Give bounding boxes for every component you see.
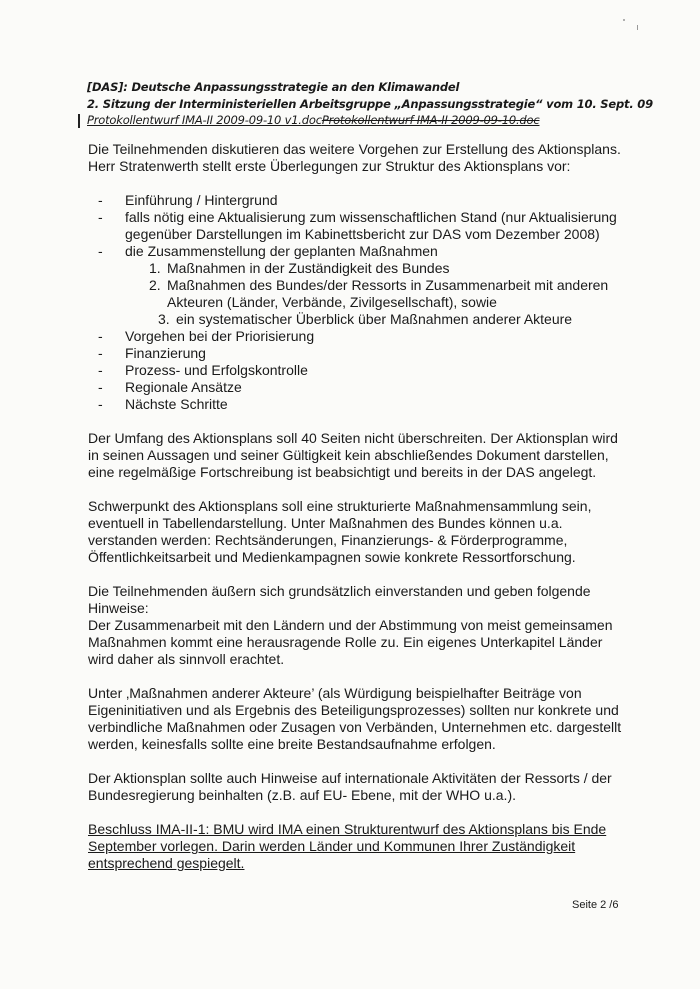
list-item: 1. Maßnahmen in der Zuständigkeit des Bundes xyxy=(149,260,450,276)
page-number: Seite 2 /6 xyxy=(572,899,619,911)
list-item: - Prozess- und Erfolgskontrolle xyxy=(88,362,628,379)
other-actors-paragraph: Unter ‚Maßnahmen anderer Akteure’ (als Würdigung beispielhafter Beiträge von Eigeninitiativen und als Ergebnis des Beteiligungsprozesses) sollten nur konkrete und verbindliche Maßnahmen oder Zusagen von Verbänden, Unternehmen etc. dargestellt werden, keinesfalls sollte eine breite Bestandsaufnahme erfolgen. xyxy=(88,685,622,752)
structure-list-continued xyxy=(88,328,628,413)
list-item: - Nächste Schritte xyxy=(88,396,628,413)
scan-speck xyxy=(623,19,625,21)
document-title: [DAS]: Deutsche Anpassungsstrategie an den Klimawandel xyxy=(87,80,460,94)
scope-paragraph: Der Umfang des Aktionsplans soll 40 Seiten nicht überschreiten. Der Aktionsplan wird in seinen Aussagen und seiner Gültigkeit kein abschließendes Dokument darstellen, eine regelmäßige Fortschreibung ist beabsichtigt und bereits in der DAS angelegt. xyxy=(88,430,618,480)
list-item: - falls nötig eine Aktualisierung zum wissenschaftlichen Stand (nur Aktualisierung gegenüber Darstellungen im Kabinettsbericht zur DAS vom Dezember 2008) xyxy=(88,209,628,243)
meeting-subtitle: 2. Sitzung der Interministeriellen Arbeitsgruppe „Anpassungsstrategie“ vom 10. Sept. 09 xyxy=(87,97,653,111)
focus-paragraph: Schwerpunkt des Aktionsplans soll eine strukturierte Maßnahmensammlung sein, eventuell in Tabellendarstellung. Unter Maßnahmen des Bundes können u.a. verstanden werden: Rechtsänderungen, Finanzierungs- & Förderprogramme, Öffentlichkeitsarbeit und Medienkampagnen sowie konkrete Ressortforschung. xyxy=(88,498,592,565)
revision-bar xyxy=(78,114,80,128)
list-item: - Vorgehen bei der Priorisierung xyxy=(88,328,628,345)
list-item: - Einführung / Hintergrund xyxy=(88,192,628,209)
file-name-deleted: Protokollentwurf IMA-II 2009-09-10.doc xyxy=(321,113,540,127)
structure-list xyxy=(88,192,628,260)
resolution-paragraph: Beschluss IMA-II-1: BMU wird IMA einen Strukturentwurf des Aktionsplans bis Ende September vorlegen. Darin werden Länder und Kommunen Ihrer Zuständigkeit entsprechend gespiegelt. xyxy=(88,821,607,871)
file-name-inserted: Protokollentwurf IMA-II 2009-09-10 v1.doc xyxy=(87,113,322,127)
scan-speck xyxy=(637,25,638,30)
list-item: - Regionale Ansätze xyxy=(88,379,628,396)
file-reference xyxy=(87,113,539,127)
agreement-paragraph: Die Teilnehmenden äußern sich grundsätzlich einverstanden und geben folgende Hinweise: xyxy=(88,583,591,616)
laender-paragraph: Der Zusammenarbeit mit den Ländern und der Abstimmung von meist gemeinsamen Maßnahmen kommt eine herausragende Rolle zu. Ein eigenes Unterkapitel Länder wird daher als sinnvoll erachtet. xyxy=(88,617,613,667)
document-body xyxy=(88,141,628,872)
measures-list xyxy=(88,260,628,328)
list-item: - die Zusammenstellung der geplanten Maßnahmen xyxy=(88,243,628,260)
intro-paragraph: Die Teilnehmenden diskutieren das weitere Vorgehen zur Erstellung des Aktionsplans. Herr Stratenwerth stellt erste Überlegungen zur Struktur des Aktionsplans vor: xyxy=(88,141,621,174)
list-item: - Finanzierung xyxy=(88,345,628,362)
international-paragraph: Der Aktionsplan sollte auch Hinweise auf internationale Aktivitäten der Ressorts / der Bundesregierung beinhalten (z.B. auf EU- Ebene, mit der WHO u.a.). xyxy=(88,770,612,803)
list-item: 3. ein systematischer Überblick über Maßnahmen anderer Akteure xyxy=(158,311,573,327)
list-item: 2. Maßnahmen des Bundes/der Ressorts in Zusammenarbeit mit anderen Akteuren (Länder, Verbände, Zivilgesellschaft), sowie xyxy=(149,277,609,310)
